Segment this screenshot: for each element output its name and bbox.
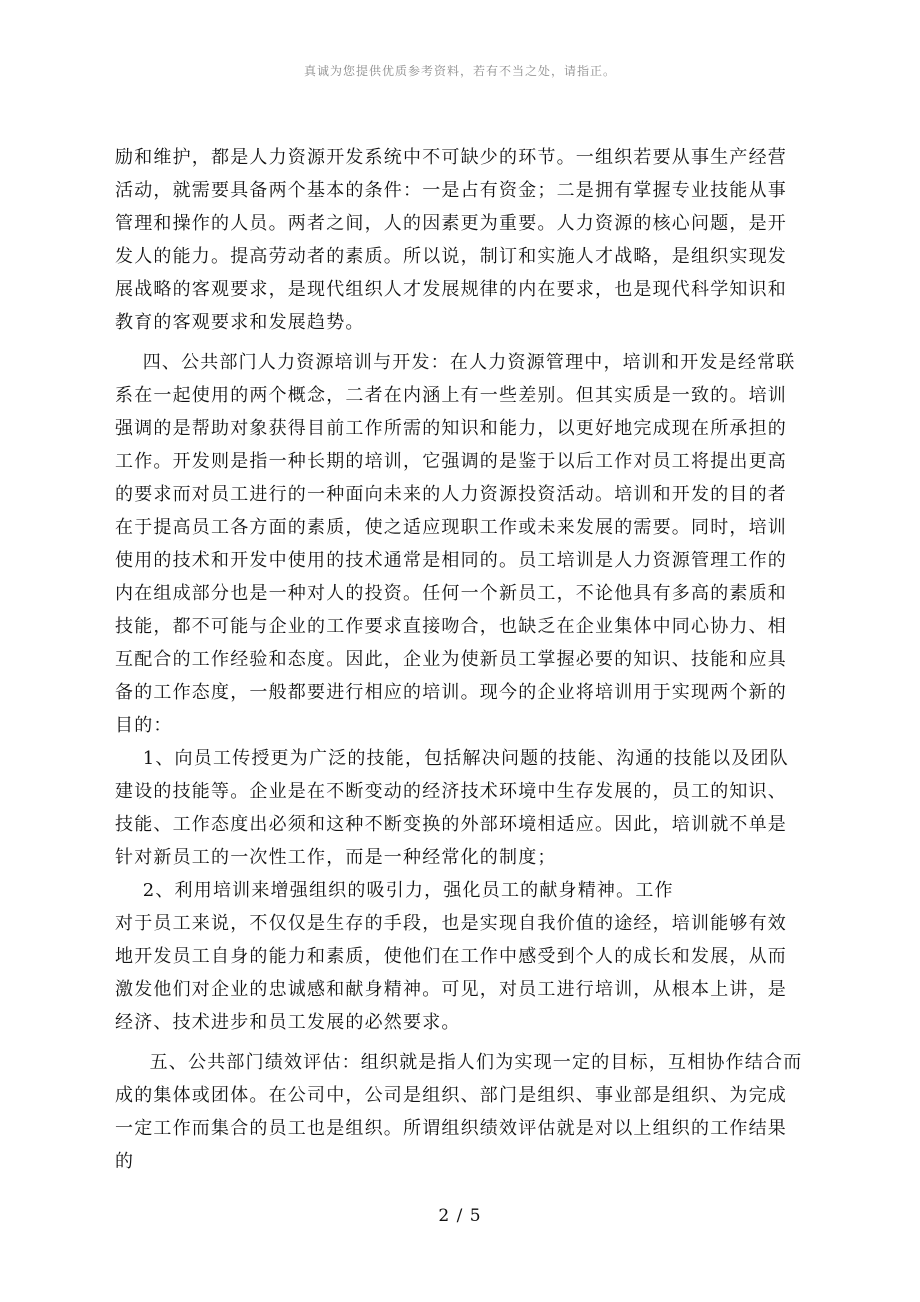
document-body <box>115 141 805 1178</box>
page-number: 2 / 5 <box>438 1206 482 1226</box>
paragraph-item-one: 1、向员工传授更为广泛的技能，包括解决问题的技能、沟通的技能以及团队建设的技能等。企业是在不断变动的经济技术环境中生存发展的，员工的知识、技能、工作态度出必须和这种不断变换的外部环境相适应。因此，培训就不单是针对新员工的一次性工作，而是一种经常化的制度； <box>115 748 789 868</box>
paragraph-item-two: 2、利用培训来增强组织的吸引力，强化员工的献身精神。工作 <box>115 880 674 901</box>
header-note: 真诚为您提供优质参考资料，若有不当之处，请指正。 <box>303 64 616 78</box>
paragraph-intro: 励和维护，都是人力资源开发系统中不可缺少的环节。一组织若要从事生产经营活动，就需要具备两个基本的条件：一是占有资金；二是拥有掌握专业技能从事管理和操作的人员。两者之间，人的因素更为重要。人力资源的核心问题，是开发人的能力。提高劳动者的素质。所以说，制订和实施人才战略，是组织实现发展战略的客观要求，是现代组织人才发展规律的内在要求，也是现代科学知识和教育的客观要求和发展趋势。 <box>115 147 787 333</box>
paragraph-section-four: 四、公共部门人力资源培训与开发：在人力资源管理中，培训和开发是经常联系在一起使用的两个概念，二者在内涵上有一些差别。但其实质是一致的。培训强调的是帮助对象获得目前工作所需的知识和能力，以更好地完成现在所承担的工作。开发则是指一种长期的培训，它强调的是鉴于以后工作对员工将提出更高的要求而对员工进行的一种面向未来的人力资源投资活动。培训和开发的目的者在于提高员工各方面的素质，使之适应现职工作或未来发展的需要。同时，培训使用的技术和开发中使用的技术通常是相同的。员工培训是人力资源管理工作的内在组成部分也是一种对人的投资。任何一个新员工，不论他具有多高的素质和技能，都不可能与企业的工作要求直接吻合，也缺乏在企业集体中同心协力、相互配合的工作经验和态度。因此，企业为使新员工掌握必要的知识、技能和应具备的工作态度，一般都要进行相应的培训。现今的企业将培训用于实现两个新的目的： <box>115 352 796 736</box>
paragraph-item-two-continued: 对于员工来说，不仅仅是生存的手段，也是实现自我价值的途经，培训能够有效地开发员工自身的能力和素质，使他们在工作中感受到个人的成长和发展，从而激发他们对企业的忠诚感和献身精神。可见，对员工进行培训，从根本上讲，是经济、技术进步和员工发展的必然要求。 <box>115 913 787 1033</box>
paragraph-section-five: 五、公共部门绩效评估：组织就是指人们为实现一定的目标，互相协作结合而成的集体或团体。在公司中，公司是组织、部门是组织、事业部是组织、为完成一定工作而集合的员工也是组织。所谓组织绩效评估就是对以上组织的工作结果的 <box>115 1052 803 1172</box>
